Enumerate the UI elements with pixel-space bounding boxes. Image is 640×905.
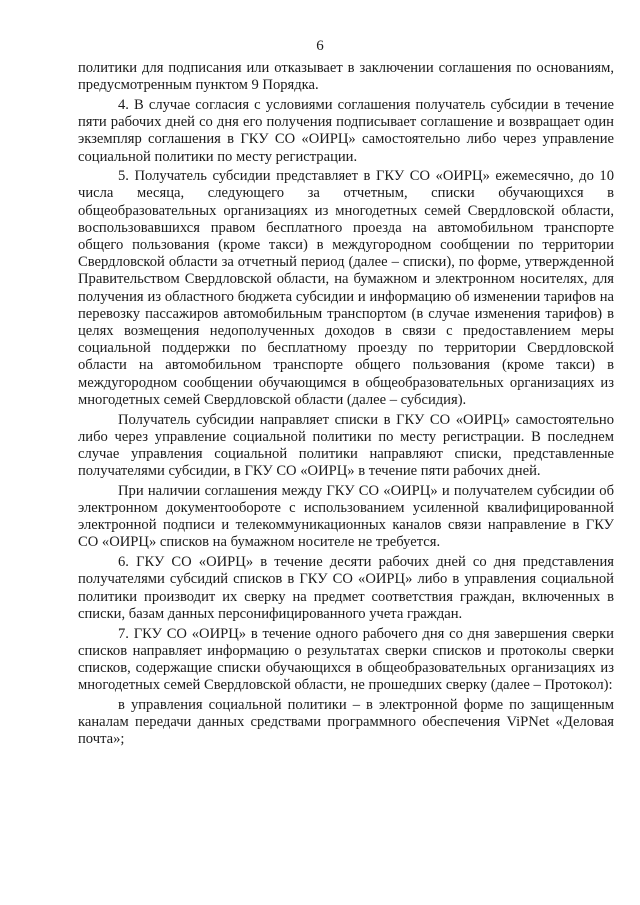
paragraph-item-4: 4. В случае согласия с условиями соглашения получатель субсидии в течение пяти рабочих дней со дня его получения подписывает соглашение и возвращает один экземпляр соглашения в ГКУ СО «ОИРЦ» самостоятельно либо через управление социальной политики по месту регистрации. (78, 96, 614, 165)
paragraph-electronic-exchange: При наличии соглашения между ГКУ СО «ОИРЦ» и получателем субсидии об электронном документообороте с использованием усиленной квалифицированной электронной подписи и телекоммуникационных каналов связи направление в ГКУ СО «ОИРЦ» списков на бумажном носителе не требуется. (78, 482, 614, 551)
paragraph-continuation: политики для подписания или отказывает в заключении соглашения по основаниям, предусмотренным пунктом 9 Порядка. (78, 60, 614, 94)
paragraph-item-7: 7. ГКУ СО «ОИРЦ» в течение одного рабочего дня со дня завершения сверки списков направляет информацию о результатах сверки списков и протоколы сверки списков, содержащие списки обучающихся в общеобразовательных организациях из многодетных семей Свердловской области, не прошедших сверку (далее – Протокол): (78, 625, 614, 694)
paragraph-lists-submission: Получатель субсидии направляет списки в ГКУ СО «ОИРЦ» самостоятельно либо через управление социальной политики по месту регистрации. В последнем случае управления социальной политики направляют списки, представленные получателями субсидии, в ГКУ СО «ОИРЦ» в течение пяти рабочих дней. (78, 411, 614, 480)
paragraph-item-5: 5. Получатель субсидии представляет в ГКУ СО «ОИРЦ» ежемесячно, до 10 числа месяца, следующего за отчетным, списки обучающихся в общеобразовательных организациях из многодетных семей Свердловской области, воспользовавшихся правом бесплатного проезда на автомобильном транспорте общего пользования (кроме такси) в междугородном сообщении по территории Свердловской области за отчетный период (далее – списки), по форме, утвержденной Правительством Свердловской области, на бумажном и электронном носителях, для получения из областного бюджета субсидии и информацию об изменении тарифов на перевозку пассажиров автомобильным транспортом (в случае изменения тарифов) в целях возмещения недополученных доходов в связи с предоставлением меры социальной поддержки по бесплатному проезду по территории Свердловской области на автомобильном транспорте общего пользования (кроме такси) в междугородном сообщении обучающимся в общеобразовательных организациях из многодетных семей Свердловской области (далее – субсидия). (78, 168, 614, 408)
paragraph-item-6: 6. ГКУ СО «ОИРЦ» в течение десяти рабочих дней со дня представления получателями субсидий списков в ГКУ СО «ОИРЦ» либо в управления социальной политики производит их сверку на предмет соответствия граждан, включенных в списки, базам данных персонифицированного учета граждан. (78, 554, 614, 622)
paragraph-vipnet: в управления социальной политики – в электронной форме по защищенным каналам передачи данных средствами программного обеспечения ViPNet «Деловая почта»; (78, 696, 614, 748)
page-number: 6 (316, 38, 324, 54)
document-body (78, 60, 614, 751)
